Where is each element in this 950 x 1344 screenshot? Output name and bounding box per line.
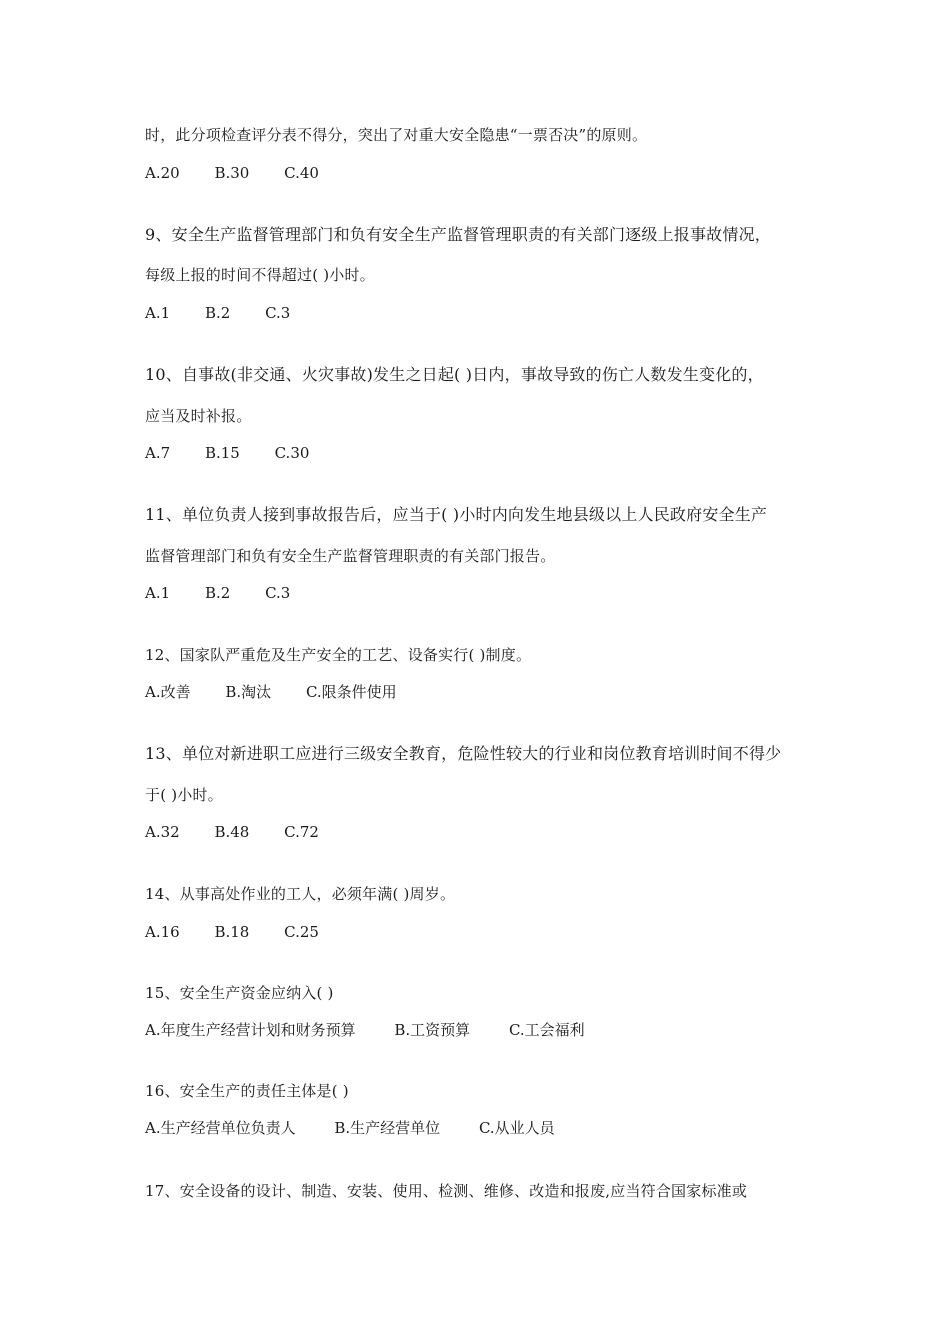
q13-text-line2: 于( )小时。 — [145, 786, 223, 804]
q8-text-continued: 时，此分项检查评分表不得分，突出了对重大安全隐患“一票否决”的原则。 — [145, 126, 648, 144]
q10-option-b: B.15 — [204, 444, 240, 462]
q9-text-line1: 9、安全生产监督管理部门和负有安全生产监督管理职责的有关部门逐级上报事故情况， — [145, 225, 771, 244]
q17-text-line1: 17、安全设备的设计、制造、安装、使用、检测、维修、改造和报废,应当符合国家标准或 — [145, 1182, 748, 1200]
q11-text-line2: 监督管理部门和负有安全生产监督管理职责的有关部门报告。 — [145, 547, 556, 565]
q8-option-c: C.40 — [284, 164, 319, 182]
q11-options — [145, 586, 290, 601]
q15-options — [145, 1023, 585, 1038]
q14-option-b: B.18 — [214, 923, 250, 941]
q8-option-b: B.30 — [214, 164, 250, 182]
q15-text: 15、安全生产资金应纳入( ) — [145, 984, 334, 1002]
q10-option-a: A.7 — [145, 444, 171, 462]
q9-text-line2: 每级上报的时间不得超过( )小时。 — [145, 266, 375, 284]
q10-options — [145, 446, 309, 461]
q9-option-a: A.1 — [145, 304, 171, 322]
q16-text: 16、安全生产的责任主体是( ) — [145, 1082, 349, 1100]
q10-text-line2: 应当及时补报。 — [145, 407, 252, 425]
q12-option-b: B.淘汰 — [225, 683, 272, 701]
q13-option-b: B.48 — [214, 823, 250, 841]
q14-option-a: A.16 — [145, 923, 180, 941]
q12-option-c: C.限条件使用 — [305, 683, 397, 701]
q11-option-b: B.2 — [204, 584, 231, 602]
q16-options — [145, 1121, 555, 1136]
q12-text: 12、国家队严重危及生产安全的工艺、设备实行( )制度。 — [145, 646, 532, 664]
q8-options — [145, 166, 319, 181]
q15-option-b: B.工资预算 — [394, 1021, 471, 1039]
q16-option-c: C.从业人员 — [478, 1119, 555, 1137]
q10-option-c: C.30 — [274, 444, 310, 462]
q11-option-c: C.3 — [265, 584, 291, 602]
q13-option-a: A.32 — [145, 823, 180, 841]
q15-option-c: C.工会福利 — [508, 1021, 585, 1039]
q9-options — [145, 306, 290, 321]
q13-text-line1: 13、单位对新进职工应进行三级安全教育，危险性较大的行业和岗位教育培训时间不得少 — [145, 744, 782, 763]
q11-text-line1: 11、单位负责人接到事故报告后，应当于( )小时内向发生地县级以上人民政府安全生产 — [145, 505, 768, 524]
q13-options — [145, 825, 319, 840]
q12-option-a: A.改善 — [145, 683, 191, 701]
q9-option-b: B.2 — [204, 304, 231, 322]
q14-text: 14、从事高处作业的工人，必须年满( )周岁。 — [145, 885, 456, 903]
q12-options — [145, 685, 397, 700]
q16-option-a: A.生产经营单位负责人 — [145, 1119, 296, 1137]
q8-option-a: A.20 — [145, 164, 180, 182]
q11-option-a: A.1 — [145, 584, 171, 602]
q13-option-c: C.72 — [284, 823, 319, 841]
q14-options — [145, 925, 319, 940]
q10-text-line1: 10、自事故(非交通、火灾事故)发生之日起( )日内，事故导致的伤亡人数发生变化的， — [145, 365, 764, 384]
q14-option-c: C.25 — [284, 923, 319, 941]
q15-option-a: A.年度生产经营计划和财务预算 — [145, 1021, 356, 1039]
q16-option-b: B.生产经营单位 — [334, 1119, 441, 1137]
q9-option-c: C.3 — [265, 304, 291, 322]
